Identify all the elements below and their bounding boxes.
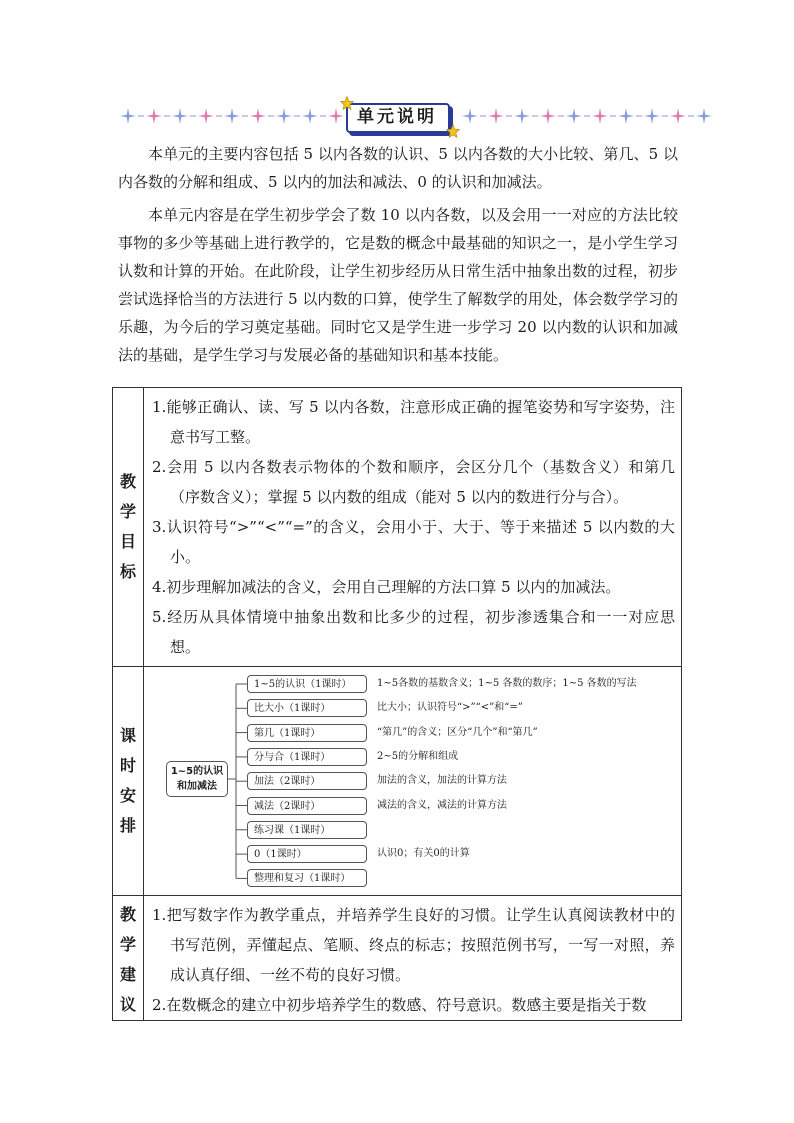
sparkle-icon <box>222 106 242 126</box>
goal-item: 4.初步理解加减法的含义，会用自己理解的方法口算 5 以内的加减法。 <box>152 578 621 596</box>
lesson-box: 练习课（1课时） <box>247 821 367 839</box>
star-icon <box>340 96 354 110</box>
sparkle-icon <box>538 106 558 126</box>
sparkle-icon <box>616 106 636 126</box>
sparkle-icon <box>248 106 268 126</box>
sparkle-icon <box>144 106 164 126</box>
lesson-description: 比大小；认识符号“>”“<”和“=” <box>377 702 523 714</box>
suggestions-label: 教 学 建 议 <box>113 896 144 1021</box>
unit-root-box: 1~5的认识 和加减法 <box>166 761 228 797</box>
lesson-box: 减法（2课时） <box>247 797 367 815</box>
decorative-stars-right <box>460 104 714 128</box>
unit-table <box>112 387 682 1021</box>
lesson-description: 加法的含义，加法的计算方法 <box>377 775 507 787</box>
sparkle-icon <box>642 106 662 126</box>
sparkle-icon <box>460 106 480 126</box>
suggestions-row <box>113 896 682 1021</box>
lesson-description: “第几”的含义；区分“几个”和“第几” <box>377 726 538 738</box>
sparkle-icon <box>170 106 190 126</box>
lesson-diagram <box>144 667 681 895</box>
lesson-description: 减法的含义，减法的计算方法 <box>377 799 507 811</box>
goals-content <box>144 388 682 667</box>
lesson-description: 2~5的分解和组成 <box>377 750 459 762</box>
goal-item: 2.会用 5 以内各数表示物体的个数和顺序，会区分几个（基数含义）和第几（序数含义）；掌握 5 以内数的组成（能对 5 以内的数进行分与合）。 <box>152 458 675 506</box>
sparkle-icon <box>590 106 610 126</box>
sparkle-icon <box>564 106 584 126</box>
lesson-description: 认识0；有关0的计算 <box>377 848 470 860</box>
lesson-description: 1~5各数的基数含义；1~5 各数的数序；1~5 各数的写法 <box>377 678 637 689</box>
suggestions-content <box>144 896 682 1021</box>
intro-paragraph-2: 本单元内容是在学生初步学会了数 10 以内各数，以及会用一一对应的方法比较事物的多少等基础上进行教学的，它是数的概念中最基础的知识之一，是小学生学习认数和计算的开始。在此阶段，让学生初步经历从日常生活中抽象出数的过程，初步尝试选择恰当的方法进行 5 以内数的口算，使学生了解数学的用处，体会数学学习的乐趣，为今后的学习奠定基础。同时它又是学生进一步学习 20 以内数的认识和加减法的基础，是学生学习与发展必备的基础知识和基本技能。 <box>118 206 678 364</box>
sparkle-icon <box>694 106 714 126</box>
decorative-stars-left <box>118 104 372 128</box>
section-title-badge <box>340 100 454 132</box>
schedule-label: 课 时 安 排 <box>113 667 144 896</box>
schedule-content <box>144 667 682 896</box>
goal-item: 1.能够正确认、读、写 5 以内各数，注意形成正确的握笔姿势和写字姿势，注意书写工整。 <box>152 398 675 446</box>
goals-row <box>113 388 682 667</box>
star-icon <box>446 124 460 138</box>
sparkle-icon <box>274 106 294 126</box>
lesson-box: 0（1课时） <box>247 845 367 863</box>
lesson-box: 1~5的认识（1课时） <box>247 675 367 693</box>
sparkle-icon <box>486 106 506 126</box>
goal-item: 5.经历从具体情境中抽象出数和比多少的过程，初步渗透集合和一一对应思想。 <box>152 608 675 656</box>
schedule-row <box>113 667 682 896</box>
lesson-box: 第几（1课时） <box>247 724 367 742</box>
suggestion-item: 2.在数概念的建立中初步培养学生的数感、符号意识。数感主要是指关于数 <box>152 996 647 1014</box>
sparkle-icon <box>512 106 532 126</box>
section-banner <box>0 100 794 136</box>
intro-paragraph-1: 本单元的主要内容包括 5 以内各数的认识、5 以内各数的大小比较、第几、5 以内各数的分解和组成、5 以内的加法和减法、0 的认识和加减法。 <box>118 145 678 191</box>
goal-item: 3.认识符号“>”“<”“=”的含义，会用小于、大于、等于来描述 5 以内数的大小。 <box>152 518 675 566</box>
sparkle-icon <box>118 106 138 126</box>
suggestion-item: 1.把写数字作为教学重点，并培养学生良好的习惯。让学生认真阅读教材中的书写范例，弄懂起点、笔顺、终点的标志；按照范例书写，一写一对照，养成认真仔细、一丝不苟的良好习惯。 <box>152 906 675 984</box>
section-title: 单元说明 <box>357 107 437 127</box>
goals-label: 教 学 目 标 <box>113 388 144 667</box>
lesson-box: 比大小（1课时） <box>247 699 367 717</box>
lesson-box: 分与合（1课时） <box>247 748 367 766</box>
sparkle-icon <box>300 106 320 126</box>
lesson-box: 整理和复习（1课时） <box>247 869 367 887</box>
sparkle-icon <box>196 106 216 126</box>
sparkle-icon <box>668 106 688 126</box>
lesson-box: 加法（2课时） <box>247 772 367 790</box>
